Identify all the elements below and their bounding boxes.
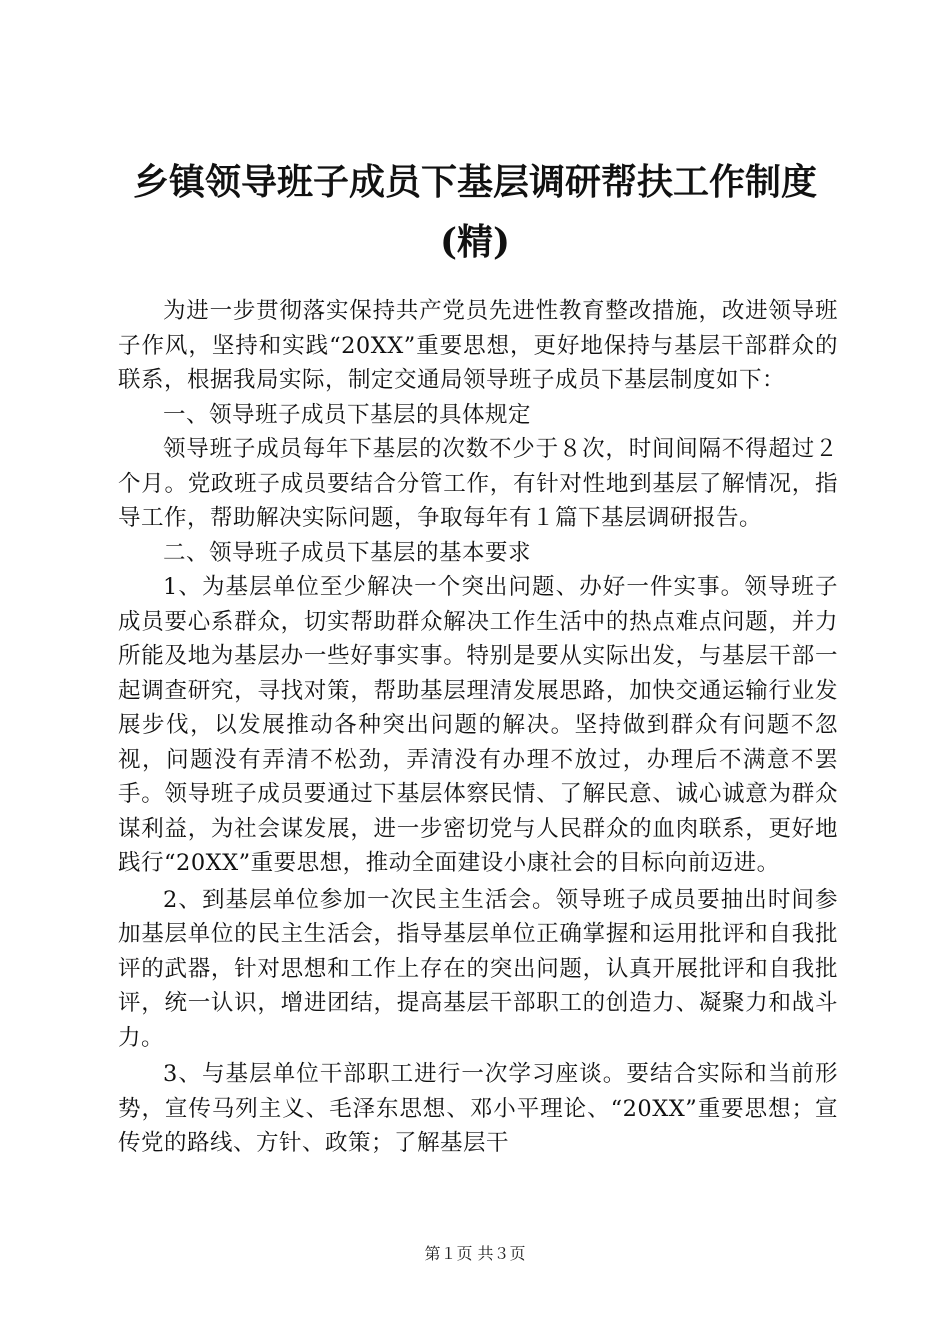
document-title: 乡镇领导班子成员下基层调研帮扶工作制度 xyxy=(132,161,817,203)
requirement-1-paragraph: 1、为基层单位至少解决一个突出问题、办好一件实事。领导班子成员要心系群众，切实帮助群众解决工作生活中的热点难点问题，并力所能及地为基层办一些好事实事。特别是要从实际出发，与基层干部一起调查研究，寻找对策，帮助基层理清发展思路，加快交通运输行业发展步伐，以发展推动各种突出问题的解决。坚持做到群众有问题不忽视，问题没有弄清不松劲，弄清没有办理不放过，办理后不满意不罢手。领导班子成员要通过下基层体察民情、了解民意、诚心诚意为群众谋利益，为社会谋发展，进一步密切党与人民群众的血肉联系，更好地践行“20XX”重要思想，推动全面建设小康社会的目标向前迈进。 xyxy=(118,574,838,876)
requirement-2-paragraph: 2、到基层单位参加一次民主生活会。领导班子成员要抽出时间参加基层单位的民主生活会，指导基层单位正确掌握和运用批评和自我批评的武器，针对思想和工作上存在的突出问题，认真开展批评和自我批评，统一认识，增进团结，提高基层干部职工的创造力、凝聚力和战斗力。 xyxy=(118,886,838,1051)
section-heading-2: 二、领导班子成员下基层的基本要求 xyxy=(163,539,532,566)
document-title-suffix: (精) xyxy=(439,221,511,263)
requirement-3-paragraph: 3、与基层单位干部职工进行一次学习座谈。要结合实际和当前形势，宣传马列主义、毛泽东思想、邓小平理论、“20XX”重要思想；宣传党的路线、方针、政策；了解基层干 xyxy=(118,1061,838,1156)
page-footer: 第１页 共３页 xyxy=(424,1244,526,1263)
intro-paragraph: 为进一步贯彻落实保持共产党员先进性教育整改措施，改进领导班子作风，坚持和实践“20XX”重要思想，更好地保持与基层干部群众的联系，根据我局实际，制定交通局领导班子成员下基层制度如下： xyxy=(118,298,838,393)
section-heading-1: 一、领导班子成员下基层的具体规定 xyxy=(163,401,532,428)
document-body xyxy=(118,294,838,1161)
section-1-paragraph: 领导班子成员每年下基层的次数不少于８次，时间间隔不得超过２个月。党政班子成员要结合分管工作，有针对性地到基层了解情况，指导工作，帮助解决实际问题，争取每年有１篇下基层调研报告。 xyxy=(118,436,838,531)
